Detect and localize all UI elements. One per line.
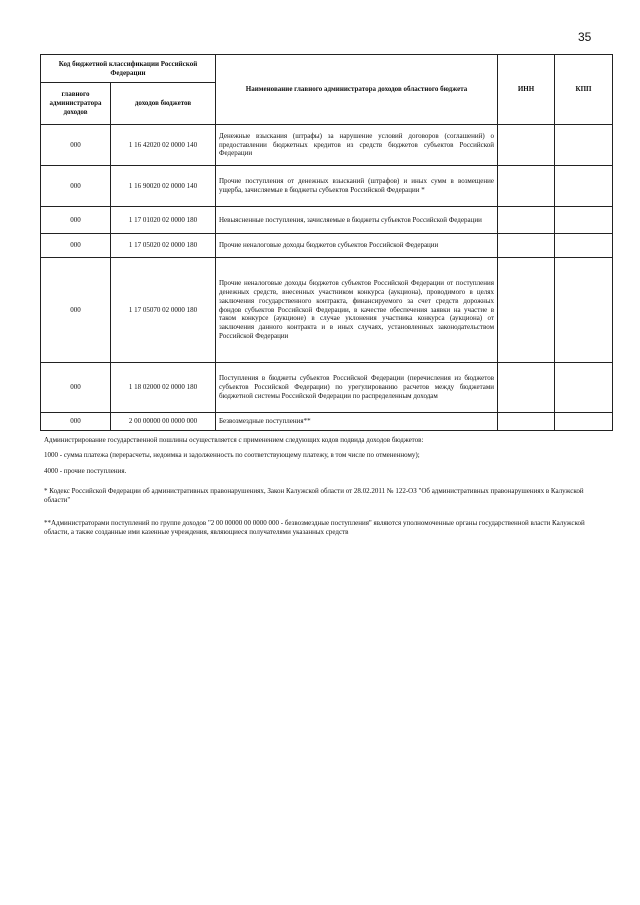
table-row <box>41 258 613 363</box>
subtype-code-4000: 4000 - прочие поступления. <box>44 466 127 475</box>
header-budget-income: доходов бюджетов <box>111 83 216 125</box>
income-code-cell: 1 18 02000 02 0000 180 <box>111 363 216 413</box>
inn-cell <box>498 234 555 258</box>
inn-cell <box>498 413 555 431</box>
page-number: 35 <box>578 30 592 44</box>
inn-cell <box>498 207 555 234</box>
table-row <box>41 234 613 258</box>
admin-code-cell: 000 <box>41 258 111 363</box>
header-main-administrator: главного администратора доходов <box>41 83 111 125</box>
income-name-cell: Поступления в бюджеты субъектов Российской Федерации (перечисления из бюджетов субъектов Российской Федерации) по урегулированию расчетов между бюджетами бюджетной системы Российской Федерации по распределенным доходам <box>216 363 498 413</box>
budget-classification-table <box>40 54 613 431</box>
income-name-cell: Прочие неналоговые доходы бюджетов субъектов Российской Федерации <box>216 234 498 258</box>
inn-cell <box>498 363 555 413</box>
income-code-cell: 1 17 05070 02 0000 180 <box>111 258 216 363</box>
admin-code-cell: 000 <box>41 207 111 234</box>
kpp-cell <box>555 166 613 207</box>
table-row <box>41 125 613 166</box>
inn-cell <box>498 125 555 166</box>
footnote-one-text: * Кодекс Российской Федерации об административных правонарушениях, Закон Калужской области от 28.02.2011 № 122-ОЗ "Об административных правонарушениях в Калужской области" <box>44 487 584 505</box>
admin-code-cell: 000 <box>41 125 111 166</box>
income-code-cell: 1 16 42020 02 0000 140 <box>111 125 216 166</box>
income-name-cell: Денежные взыскания (штрафы) за нарушение условий договоров (соглашений) о предоставлении бюджетных кредитов из средств бюджетов субъектов Российской Федерации <box>216 125 498 166</box>
header-budget-classification-code: Код бюджетной классификации Российской Федерации <box>41 55 216 83</box>
income-code-cell: 2 00 00000 00 0000 000 <box>111 413 216 431</box>
state-duty-admin-text: Администрирование государственной пошлины осуществляется с применением следующих кодов подвида доходов бюджетов: <box>44 436 424 444</box>
kpp-cell <box>555 258 613 363</box>
income-name-cell: Прочие поступления от денежных взысканий (штрафов) и иных сумм в возмещение ущерба, зачисляемые в бюджеты субъектов Российской Федерации * <box>216 166 498 207</box>
footnote-one <box>44 487 610 506</box>
footnote-two <box>44 519 610 538</box>
subtype-code-1000: 1000 - сумма платежа (перерасчеты, недоимка и задолженность по соответствующему платежу, в том числе по отмененному); <box>44 451 420 460</box>
header-administrator-name: Наименование главного администратора доходов областного бюджета <box>216 55 498 125</box>
income-name-cell: Невыясненные поступления, зачисляемые в бюджеты субъектов Российской Федерации <box>216 207 498 234</box>
inn-cell <box>498 258 555 363</box>
header-kpp: КПП <box>555 55 613 125</box>
admin-code-cell: 000 <box>41 413 111 431</box>
header-inn: ИНН <box>498 55 555 125</box>
income-code-cell: 1 17 01020 02 0000 180 <box>111 207 216 234</box>
kpp-cell <box>555 234 613 258</box>
inn-cell <box>498 166 555 207</box>
income-name-cell: Безвозмездные поступления** <box>216 413 498 431</box>
state-duty-note <box>44 436 610 476</box>
income-code-cell: 1 16 90020 02 0000 140 <box>111 166 216 207</box>
table-row <box>41 207 613 234</box>
admin-code-cell: 000 <box>41 363 111 413</box>
income-code-cell: 1 17 05020 02 0000 180 <box>111 234 216 258</box>
table-row <box>41 363 613 413</box>
kpp-cell <box>555 363 613 413</box>
kpp-cell <box>555 125 613 166</box>
table-row <box>41 413 613 431</box>
table-row <box>41 166 613 207</box>
kpp-cell <box>555 413 613 431</box>
income-name-cell: Прочие неналоговые доходы бюджетов субъектов Российской Федерации от поступления денежных средств, внесенных участником конкурса (аукциона), проводимого в целях заключения государственного контракта, финансируемого за счет средств дорожных фондов субъектов Российской Федерации, в качестве обеспечения заявки на участие в таком конкурсе (аукционе) в случае уклонения участника конкурса (аукциона) от заключения данного контракта и в иных случаях, установленных законодательством Российской Федерации <box>216 258 498 363</box>
admin-code-cell: 000 <box>41 166 111 207</box>
kpp-cell <box>555 207 613 234</box>
footnote-two-text: **Администраторами поступлений по группе доходов "2 00 00000 00 0000 000 - безвозмездные поступления" являются уполномоченные органы государственной власти Калужской области, а также созданные ими казенные учреждения, являющиеся получателями указанных средств <box>44 519 585 537</box>
admin-code-cell: 000 <box>41 234 111 258</box>
